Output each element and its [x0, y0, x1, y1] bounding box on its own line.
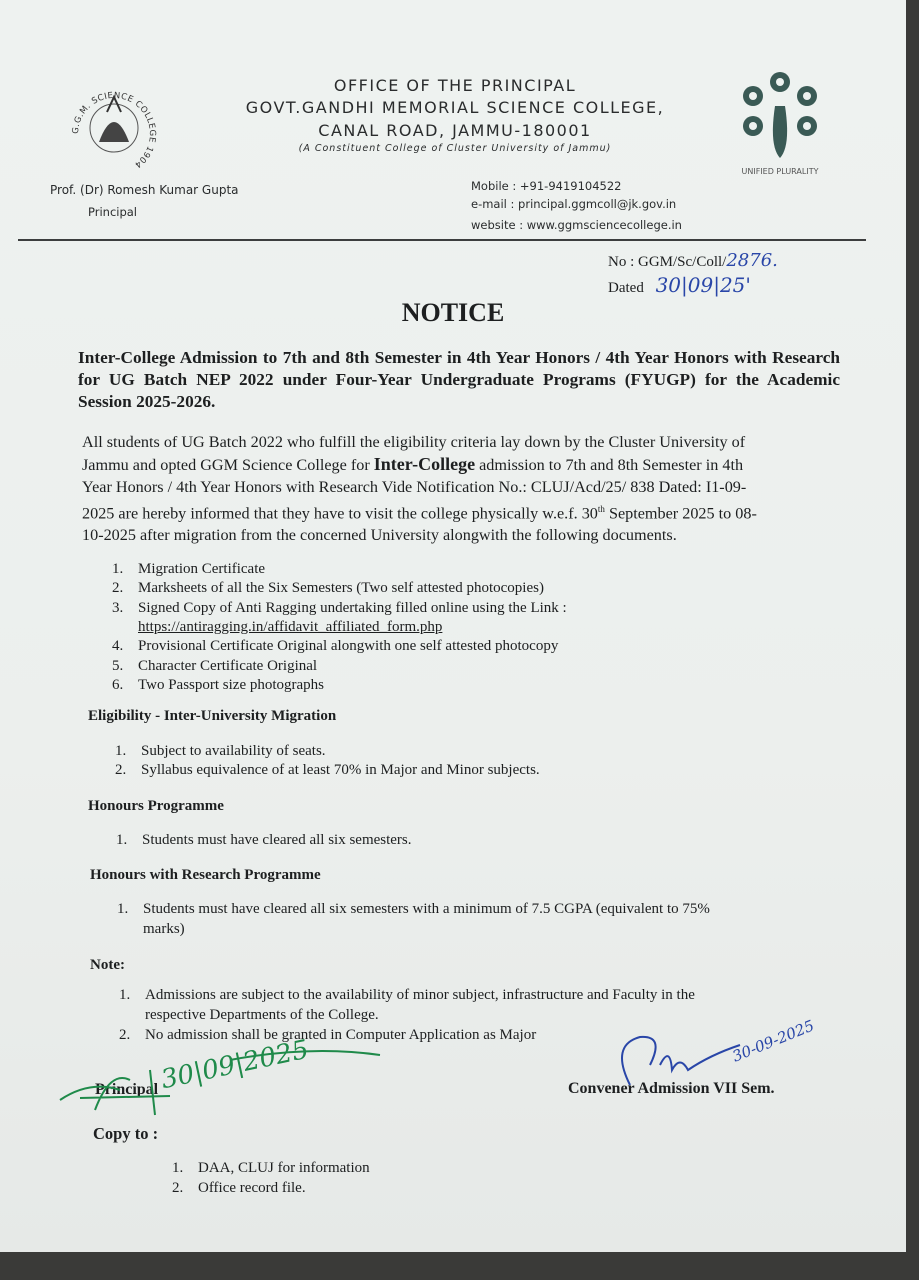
office-title: OFFICE OF THE PRINCIPAL	[333, 76, 577, 95]
body-text: Jammu and opted GGM Science College for	[82, 456, 374, 474]
item-number: 6.	[112, 676, 124, 693]
list-item: 2. No admission shall be granted in Computer Application as Major	[119, 1027, 537, 1043]
document-item	[112, 638, 559, 655]
body-bold: Inter-College	[373, 454, 476, 474]
anti-ragging-link[interactable]: https://antiragging.in/affidavit_affiliated_form.php	[138, 618, 443, 635]
notice-subject: Inter-College Admission to 7th and 8th Semester in 4th Year Honors / 4th Year Honors with Research for UG Batch NEP 2022 under Four-Year Undergraduate Programs (FYUGP) for the Academic Session 2025-2026.	[78, 348, 840, 411]
item-text: Syllabus equivalence of at least 70% in Major and Minor subjects.	[141, 762, 540, 778]
unified-plurality-logo-text: UNIFIED PLURALITY	[741, 167, 819, 176]
document-item	[112, 561, 266, 578]
ref-label: No : GGM/Sc/Coll/	[608, 254, 727, 270]
list-item: 2. Syllabus equivalence of at least 70% in Major and Minor subjects.	[115, 762, 540, 778]
body-text: September 2025 to 08-	[604, 504, 757, 523]
body-text: admission to 7th and 8th Semester in 4th	[475, 456, 744, 474]
principal-name: Prof. (Dr) Romesh Kumar Gupta	[50, 183, 239, 197]
principal-signature-date: 30|09|2025	[158, 1034, 312, 1096]
convener-signature-date: 30-09-2025	[729, 1016, 817, 1066]
item-text: Office record file.	[198, 1180, 306, 1196]
item-text: No admission shall be granted in Computer Application as Major	[145, 1027, 537, 1043]
college-name: GOVT.GANDHI MEMORIAL SCIENCE COLLEGE,	[245, 98, 665, 117]
item-text: Signed Copy of Anti Ragging undertaking filled online using the Link :	[138, 599, 567, 616]
college-address: CANAL ROAD, JAMMU-180001	[318, 121, 592, 140]
list-item: 1. Students must have cleared all six semesters.	[116, 832, 412, 848]
note-heading: Note:	[90, 957, 125, 973]
item-text: Two Passport size photographs	[138, 676, 325, 693]
item-number: 1.	[112, 561, 124, 577]
item-text: Admissions are subject to the availability of minor subject, infrastructure and Faculty in the	[145, 987, 695, 1003]
item-number: 3.	[112, 599, 124, 616]
item-text: Provisional Certificate Original alongwith one self attested photocopy	[138, 638, 559, 655]
list-item: 1. DAA, CLUJ for information	[172, 1160, 370, 1176]
document-item	[112, 599, 567, 617]
college-logo-left-lettering: G.G.M. SCIENCE COLLEGE 1904	[70, 90, 158, 170]
document-item	[112, 676, 325, 694]
list-item: 1. Students must have cleared all six semesters with a minimum of 7.5 CGPA (equivalent to 75%	[117, 901, 710, 917]
item-number: 2.	[112, 580, 124, 597]
reference-date	[608, 273, 751, 297]
item-text: Students must have cleared all six semesters with a minimum of 7.5 CGPA (equivalent to 75%	[143, 901, 710, 917]
unified-plurality-logo	[725, 66, 835, 186]
list-item: 2. Office record file.	[172, 1180, 306, 1196]
ref-handwritten: 2876.	[726, 250, 778, 271]
document-item	[112, 657, 318, 675]
dated-label: Dated	[608, 280, 644, 296]
item-number: 4.	[112, 638, 124, 655]
item-text: DAA, CLUJ for information	[198, 1160, 370, 1176]
copy-to-heading: Copy to :	[93, 1124, 159, 1143]
principal-title: Principal	[88, 205, 138, 219]
list-item-cont: respective Departments of the College.	[145, 1007, 379, 1023]
item-text: Migration Certificate	[138, 561, 266, 577]
website: website : www.ggmsciencecollege.in	[471, 218, 682, 232]
mobile-number: Mobile : +91-9419104522	[471, 179, 622, 193]
item-text: Character Certificate Original	[138, 657, 318, 674]
college-logo-left	[62, 72, 166, 182]
list-item: 1. Admissions are subject to the availability of minor subject, infrastructure and Faculty in the	[119, 987, 695, 1003]
body-line	[82, 453, 842, 476]
notice-title: NOTICE	[401, 298, 505, 327]
body-text: 2025 are hereby informed that they have to visit the college physically w.e.f. 30	[82, 504, 598, 523]
reference-number	[608, 250, 778, 271]
principal-signature-label: Principal	[95, 1081, 159, 1098]
college-affiliation: (A Constituent College of Cluster University of Jammu)	[298, 143, 612, 154]
convener-signature-label: Convener Admission VII Sem.	[568, 1080, 775, 1097]
body-line	[82, 498, 842, 524]
body-line: All students of UG Batch 2022 who fulfill the eligibility criteria lay down by the Cluster University of	[82, 433, 746, 451]
header-divider	[18, 239, 866, 241]
body-line: Year Honors / 4th Year Honors with Research Vide Notification No.: CLUJ/Acd/25/ 838 Dated: I1-09-	[82, 478, 747, 496]
email-address: e-mail : principal.ggmcoll@jk.gov.in	[471, 197, 677, 211]
document-item[interactable]	[138, 619, 442, 636]
honours-heading: Honours Programme	[88, 798, 224, 814]
list-item: 1. Subject to availability of seats.	[115, 743, 326, 759]
research-heading: Honours with Research Programme	[90, 867, 321, 883]
item-text: Marksheets of all the Six Semesters (Two self attested photocopies)	[138, 580, 544, 597]
list-item-cont: marks)	[143, 921, 185, 937]
item-text: Subject to availability of seats.	[141, 743, 326, 759]
item-number: 5.	[112, 657, 124, 674]
item-text: Students must have cleared all six semesters.	[142, 832, 412, 848]
eligibility-heading: Eligibility - Inter-University Migration	[88, 708, 337, 724]
body-sup: th	[597, 504, 605, 514]
body-line: 10-2025 after migration from the concerned University alongwith the following documents.	[82, 526, 677, 545]
notice-body	[82, 431, 842, 546]
document-item	[112, 580, 544, 597]
dated-handwritten: 30|09|25'	[655, 273, 751, 297]
